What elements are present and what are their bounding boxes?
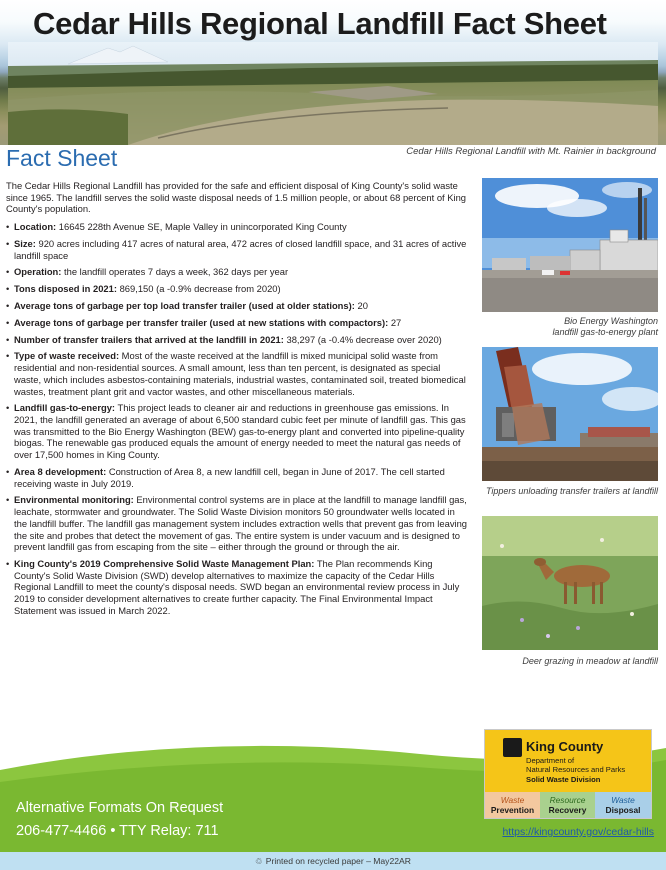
fact-text: 20	[354, 300, 368, 311]
recycled-paper-bar	[0, 852, 666, 870]
fact-text: 27	[388, 316, 402, 328]
fact-text: 38,297 (a -0.4% decrease over 2020)	[283, 333, 442, 345]
fact-text: 16645 228th Avenue SE, Maple Valley in unincorporated King County	[56, 221, 347, 233]
alt-formats-text: Alternative Formats On Request	[16, 800, 224, 816]
deer-meadow-photo	[482, 516, 658, 650]
bullet-icon: •	[6, 558, 10, 570]
bullet-icon: •	[6, 350, 10, 362]
list-item	[6, 238, 468, 261]
king-county-name: King County	[526, 739, 604, 754]
list-item	[6, 466, 468, 489]
waste-prevention-segment	[485, 792, 540, 818]
deer-caption: Deer grazing in meadow at landfill	[522, 656, 658, 666]
hero-banner	[0, 0, 666, 145]
bioenergy-plant-photo	[482, 178, 658, 312]
bullet-icon: •	[6, 494, 10, 506]
segment-top-label: Resource	[549, 795, 586, 805]
bullet-icon: •	[6, 402, 10, 414]
fact-label: King County's 2019 Comprehensive Solid Waste Management Plan:	[14, 558, 315, 570]
king-county-logo-header	[485, 730, 651, 792]
bullet-icon: •	[6, 316, 10, 328]
fact-label: Area 8 development:	[14, 465, 107, 477]
fact-text: the landfill operates 7 days a week, 362 days per year	[61, 266, 289, 278]
fact-text: Most of the waste received at the landfill is mixed municipal solid waste from residential and non-residential sources. A small amount, less than ten percent, is designated as special waste, which includes asbestos-containing materials, industrial wastes, contaminated soil, treated biomedical wastes, treatment plant grit and vactor wastes, and other miscellaneous materials.	[14, 350, 466, 397]
cedar-hills-url-link[interactable]: https://kingcounty.gov/cedar-hills	[502, 826, 654, 838]
main-content	[6, 180, 468, 622]
fact-label: Tons disposed in 2021:	[14, 283, 117, 295]
fact-text: 920 acres including 417 acres of natural area, 472 acres of closed landfill space, and 31 acres of active landfill space	[14, 237, 467, 261]
division-name: Solid Waste Division	[526, 775, 601, 784]
bullet-icon: •	[6, 283, 10, 295]
fact-label: Average tons of garbage per transfer trailer (used at new stations with compactors):	[14, 316, 389, 328]
bullet-icon: •	[6, 465, 10, 477]
fact-label: Number of transfer trailers that arrived at the landfill in 2021:	[14, 333, 284, 345]
list-item	[6, 402, 468, 461]
fact-text: The Plan recommends King County's Solid Waste Division (SWD) develop alternatives to maximize the capacity of the Cedar Hills Regional Landfill to meet the county's disposal needs. SWD began an environmental review process in July 2019 to consider development alternatives to create further capacity. The Final Environmental Impact Statement was issued in March 2022.	[14, 558, 460, 616]
fact-text: This project leads to cleaner air and reductions in greenhouse gas emissions. In 2021, the landfill generated an average of about 6,500 standard cubic feet per minute of landfill gas. This gas was transmitted to the Bio Energy Washington (BEW) gas-to-energy plant and converted into pipeline-quality biogas. The renewable gas produced equals the amount of energy needed to meet the natural gas needs of over 17,500 homes in King County.	[14, 402, 466, 461]
bullet-icon: •	[6, 237, 10, 249]
bioenergy-caption-line2: landfill gas-to-energy plant	[552, 327, 658, 337]
hero-caption: Cedar Hills Regional Landfill with Mt. Rainier in background	[406, 146, 656, 157]
king-county-logo-block	[484, 729, 652, 819]
fact-label: Size:	[14, 237, 36, 249]
list-item	[6, 317, 468, 329]
list-item	[6, 334, 468, 346]
bioenergy-caption-line1: Bio Energy Washington	[564, 316, 658, 326]
fact-text: Environmental control systems are in place at the landfill to manage landfill gas, leachate, stormwater and groundwater. The Solid Waste Division monitors 50 groundwater wells located in the landfill buffer. The landfill gas management system includes extraction wells that prevent gas from leaving the site and probes that detect the movement of gas. The entire system is under vacuum and is designed to prevent landfill gas from escaping from the site – either through the ground or through the air.	[14, 494, 468, 553]
segment-top-label: Waste	[500, 795, 525, 805]
list-item	[6, 350, 468, 397]
landfill-panorama-photo	[8, 42, 658, 145]
segment-top-label: Waste	[611, 795, 635, 805]
resource-recovery-segment	[540, 792, 595, 818]
fact-text: Construction of Area 8, a new landfill cell, began in June of 2017. The cell started receiving waste in July 2019.	[14, 465, 445, 489]
list-item	[6, 300, 468, 312]
list-item	[6, 283, 468, 295]
segment-bottom-label: Disposal	[605, 805, 641, 815]
fact-text: 869,150 (a -0.9% decrease from 2020)	[116, 283, 281, 295]
fact-label: Landfill gas-to-energy:	[14, 402, 116, 414]
recycled-paper-text: Printed on recycled paper – May22AR	[265, 856, 411, 866]
king-county-crown-logo-icon	[503, 738, 522, 757]
list-item	[6, 494, 468, 553]
department-line2: Natural Resources and Parks	[526, 765, 626, 774]
list-item	[6, 558, 468, 617]
intro-paragraph: The Cedar Hills Regional Landfill has provided for the safe and efficient disposal of King County's solid waste since 1965. The landfill serves the solid waste disposal needs of 1.5 million people, or about 68 percent of King County's population.	[6, 180, 467, 215]
recycle-icon: ♲	[255, 856, 263, 866]
fact-label: Operation:	[14, 266, 62, 278]
segment-bottom-label: Recovery	[548, 805, 587, 815]
fact-label: Environmental monitoring:	[14, 494, 134, 506]
segment-bottom-label: Prevention	[490, 805, 535, 815]
bullet-icon: •	[6, 266, 10, 278]
fact-label: Location:	[14, 221, 57, 233]
facts-list	[6, 221, 468, 616]
bullet-icon: •	[6, 221, 10, 233]
tippers-caption: Tippers unloading transfer trailers at landfill	[485, 486, 658, 496]
bioenergy-caption	[482, 316, 658, 338]
fact-label: Type of waste received:	[14, 350, 120, 362]
list-item	[6, 221, 468, 233]
waste-disposal-segment	[595, 792, 651, 818]
tippers-photo	[482, 347, 658, 481]
phone-tty-text: 206-477-4466 • TTY Relay: 711	[16, 823, 219, 839]
department-line1: Department of	[526, 756, 575, 765]
bullet-icon: •	[6, 333, 10, 345]
fact-label: Average tons of garbage per top load transfer trailer (used at older stations):	[14, 300, 355, 311]
bullet-icon: •	[6, 300, 10, 311]
list-item	[6, 266, 468, 278]
page-title: Cedar Hills Regional Landfill Fact Sheet	[33, 6, 607, 41]
section-heading: Fact Sheet	[6, 145, 118, 171]
